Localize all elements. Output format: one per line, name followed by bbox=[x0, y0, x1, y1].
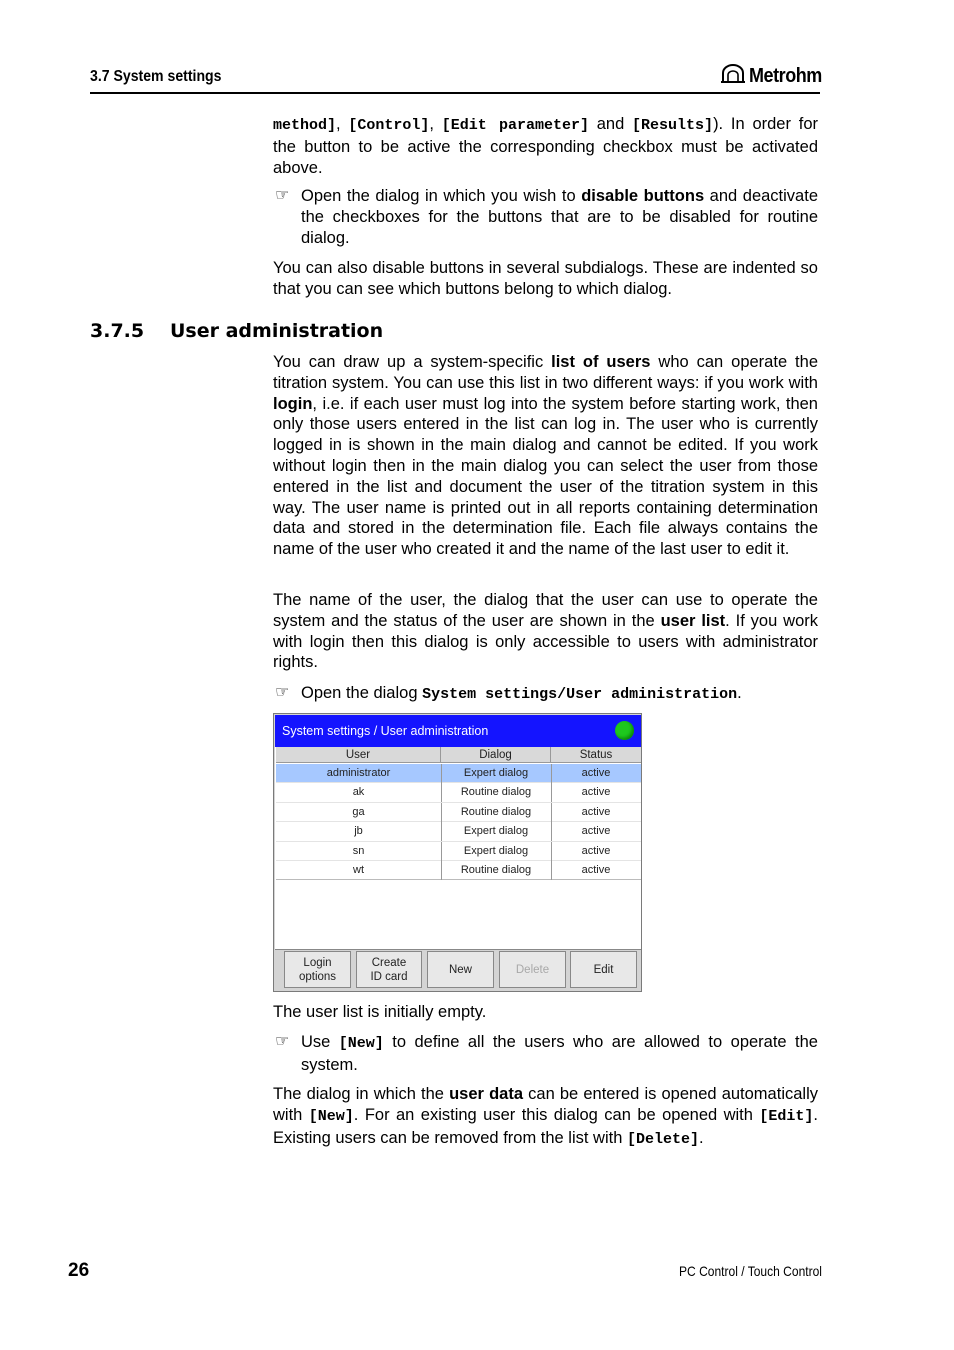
cell-dialog: Expert dialog bbox=[441, 822, 552, 841]
bullet-bold: disable buttons bbox=[581, 187, 705, 205]
dialog-title-bar bbox=[275, 715, 641, 747]
code-new: [New] bbox=[308, 1107, 354, 1125]
user-list-table bbox=[275, 747, 641, 950]
intro-paragraph bbox=[273, 114, 818, 178]
column-header-dialog[interactable]: Dialog bbox=[441, 747, 551, 763]
header-rule bbox=[90, 92, 820, 94]
status-led-icon bbox=[615, 721, 634, 740]
body-text: . bbox=[699, 1128, 704, 1147]
code-control: [Control] bbox=[348, 117, 430, 134]
body-text: . For an existing user this dialog can be opened with bbox=[353, 1105, 760, 1124]
bold-term: user data bbox=[449, 1085, 524, 1103]
metrohm-logo-icon bbox=[720, 64, 746, 89]
table-row[interactable] bbox=[276, 764, 641, 783]
column-header-user[interactable]: User bbox=[276, 747, 441, 763]
column-header-status[interactable]: Status bbox=[551, 747, 641, 763]
button-label: ID card bbox=[370, 970, 408, 983]
body-text: You can draw up a system-specific bbox=[273, 353, 552, 371]
cell-dialog: Expert dialog bbox=[441, 842, 552, 861]
bold-term: login bbox=[273, 394, 313, 413]
cell-user: administrator bbox=[276, 764, 442, 783]
cell-user: jb bbox=[276, 822, 442, 841]
body-text: who can operate the titration system. You can use this list in two different ways: if you work with bbox=[273, 353, 818, 392]
cell-status: active bbox=[581, 805, 611, 818]
button-label: Create bbox=[371, 956, 407, 969]
bullet-text: Open the dialog bbox=[301, 684, 423, 702]
code-edit: [Edit] bbox=[759, 1107, 814, 1125]
cell-status: active bbox=[581, 825, 611, 838]
figure-caption: The user list is initially empty. bbox=[273, 1003, 487, 1021]
bold-term: list of users bbox=[551, 353, 651, 371]
table-row[interactable] bbox=[276, 783, 641, 802]
pointing-hand-icon: ☞ bbox=[275, 684, 290, 701]
brand-name: Metrohm bbox=[749, 65, 822, 87]
login-options-button[interactable] bbox=[284, 951, 351, 988]
dialog-title: System settings / User administration bbox=[282, 724, 489, 738]
body-text: can be entered is opened automatically with bbox=[273, 1085, 818, 1124]
pointing-hand-icon: ☞ bbox=[275, 187, 290, 204]
cell-status: active bbox=[581, 786, 611, 799]
code-method: method] bbox=[273, 117, 337, 134]
cell-dialog: Expert dialog bbox=[441, 764, 552, 783]
bullet-text: . bbox=[737, 684, 742, 702]
running-title: 3.7 System settings bbox=[90, 68, 222, 85]
brand-logo bbox=[720, 64, 830, 89]
body-text: The name of the user, the dialog that the user can use to operate the system and the status of the user are shown in the bbox=[273, 591, 818, 630]
cell-user: ga bbox=[276, 803, 442, 822]
separator: , bbox=[429, 115, 442, 133]
edit-button[interactable]: Edit bbox=[570, 951, 637, 988]
code-delete: [Delete] bbox=[626, 1130, 699, 1148]
conjunction: and bbox=[588, 115, 633, 133]
table-row[interactable] bbox=[276, 803, 641, 822]
user-list-columns-paragraph bbox=[273, 590, 818, 673]
code-results: [Results] bbox=[632, 117, 714, 134]
cell-status: active bbox=[581, 767, 611, 779]
subdialogs-paragraph: You can also disable buttons in several subdialogs. These are indented so that you can see which buttons belong to which dialog. bbox=[273, 259, 818, 298]
product-name: PC Control / Touch Control bbox=[679, 1263, 822, 1279]
table-row[interactable] bbox=[276, 842, 641, 861]
pointing-hand-icon: ☞ bbox=[275, 1033, 290, 1050]
instruction-use-new bbox=[273, 1032, 818, 1076]
page-number: 26 bbox=[68, 1260, 90, 1281]
create-id-card-button[interactable] bbox=[356, 951, 422, 988]
cell-user: wt bbox=[276, 861, 442, 880]
dialog-button-bar bbox=[275, 950, 641, 991]
code-new: [New] bbox=[338, 1035, 384, 1052]
cell-status: active bbox=[581, 844, 611, 857]
code-edit-parameter: [Edit parameter] bbox=[441, 117, 589, 134]
user-data-paragraph bbox=[273, 1084, 818, 1150]
cell-dialog: Routine dialog bbox=[441, 783, 552, 802]
user-list-paragraph bbox=[273, 352, 818, 560]
body-text: . Existing users can be removed from the list with bbox=[273, 1105, 818, 1147]
separator: , bbox=[336, 115, 349, 133]
bullet-text: Use bbox=[301, 1033, 339, 1051]
bold-term: user list bbox=[660, 611, 726, 630]
cell-status: active bbox=[581, 864, 611, 876]
body-text: . If you work with login then this dialog is only accessible to users with administrator rights. bbox=[273, 611, 818, 672]
cell-dialog: Routine dialog bbox=[441, 861, 552, 880]
user-administration-dialog bbox=[273, 713, 642, 992]
body-text: , i.e. if each user must log into the system before starting work, then only those users entered in the list can log in. The user who is currently logged in is shown in the main dialog and cannot be edited. If you work without login then in the main dialog you can select the user from those entered in the list and document the user of the titration system in this way. The user name is printed out in all reports containing determination data and stored in the determination file. Each file always contains the name of the user who created it and the name of the last user to edit it. bbox=[273, 394, 818, 559]
section-title: User administration bbox=[170, 320, 384, 342]
table-row[interactable] bbox=[276, 861, 641, 880]
cell-dialog: Routine dialog bbox=[441, 803, 552, 822]
delete-button[interactable]: Delete bbox=[499, 951, 566, 988]
bullet-text: Open the dialog in which you wish to bbox=[301, 187, 582, 205]
button-label: Login bbox=[303, 956, 332, 969]
bullet-text: and deactivate the checkboxes for the buttons that are to be disabled for routine dialog. bbox=[301, 187, 818, 247]
intro-text: ). In order for the button to be active the corresponding checkbox must be activated above. bbox=[273, 115, 818, 177]
code-dialog-path: System settings/User administration bbox=[422, 686, 738, 703]
new-button[interactable]: New bbox=[427, 951, 494, 988]
instruction-open-dialog bbox=[273, 683, 818, 706]
button-label: options bbox=[298, 970, 337, 983]
table-row[interactable] bbox=[276, 822, 641, 841]
bullet-text: to define all the users who are allowed to operate the system. bbox=[301, 1033, 818, 1074]
body-text: The dialog in which the bbox=[273, 1085, 450, 1103]
section-number: 3.7.5 bbox=[90, 320, 145, 342]
cell-user: ak bbox=[276, 783, 442, 802]
instruction-disable-buttons bbox=[273, 186, 818, 248]
cell-user: sn bbox=[276, 842, 442, 861]
